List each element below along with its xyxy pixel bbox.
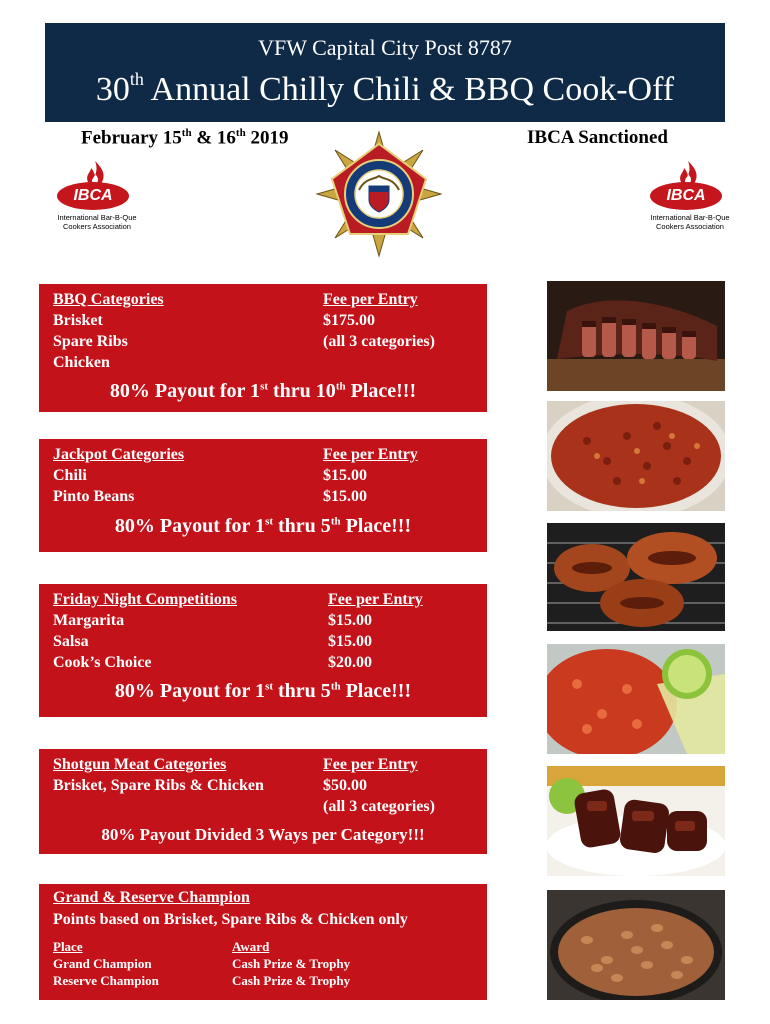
fee-item: $50.00	[323, 777, 367, 794]
ibca-caption	[640, 213, 740, 231]
ibca-caption	[47, 213, 147, 231]
award-header: Award	[232, 939, 270, 954]
date-mid: & 16	[191, 127, 236, 149]
fee-item: $20.00	[328, 654, 372, 671]
payout-text: 80% Payout for 1	[114, 515, 266, 537]
payout-text: Place!!!	[340, 515, 412, 537]
ibca-caption-line: International Bar-B-Que	[650, 213, 730, 222]
place-column	[53, 938, 159, 989]
place-item: Grand Champion	[53, 956, 152, 971]
header-banner	[45, 23, 725, 122]
org-name: VFW Capital City Post 8787	[258, 35, 512, 60]
award-item: Cash Prize & Trophy	[232, 973, 351, 988]
grand-reserve-champion-panel	[39, 884, 487, 1000]
fee-item: $15.00	[328, 633, 372, 650]
place-header: Place	[53, 939, 83, 954]
payout-sup: th	[330, 680, 341, 693]
ibca-caption-line: Cookers Association	[63, 222, 131, 231]
bbq-payout	[39, 380, 487, 403]
date-sup: th	[181, 127, 192, 139]
date-year: 2019	[245, 127, 289, 149]
sanctioned-label: IBCA Sanctioned	[527, 127, 668, 148]
payout-text: 80% Payout for 1	[114, 680, 266, 702]
payout-sup: st	[265, 680, 274, 693]
brisket-photo	[547, 281, 725, 391]
jackpot-fee-list	[323, 444, 418, 507]
category-item: Salsa	[53, 633, 89, 650]
friday-competitions-header: Friday Night Competitions	[53, 591, 237, 608]
ibca-caption-line: International Bar-B-Que	[57, 213, 137, 222]
date-prefix: February 15	[81, 127, 182, 149]
ibca-caption-line: Cookers Association	[656, 222, 724, 231]
jackpot-payout	[39, 515, 487, 538]
friday-competitions-panel	[39, 584, 487, 717]
title-ordinal: 30	[95, 71, 130, 108]
jackpot-categories-header: Jackpot Categories	[53, 446, 185, 463]
category-item: Brisket, Spare Ribs & Chicken	[53, 777, 264, 794]
category-item: Brisket	[53, 312, 103, 329]
event-title	[45, 71, 725, 109]
category-item: Chicken	[53, 354, 110, 371]
champion-header: Grand & Reserve Champion	[53, 889, 250, 906]
friday-payout	[39, 680, 487, 703]
title-ordinal-suffix: th	[129, 69, 144, 89]
fee-header: Fee per Entry	[323, 446, 418, 463]
chili-photo	[547, 401, 725, 511]
payout-text: thru 5	[273, 680, 331, 702]
category-item: Cook’s Choice	[53, 654, 152, 671]
payout-sup: th	[335, 380, 346, 393]
ibca-badge: IBCA	[650, 182, 722, 210]
payout-text: thru 10	[268, 380, 336, 402]
payout-text: 80% Payout for 1	[109, 380, 261, 402]
fee-header: Fee per Entry	[328, 591, 423, 608]
spare-ribs-photo	[547, 766, 725, 876]
friday-fee-list	[328, 589, 423, 673]
fee-item: $175.00	[323, 312, 375, 329]
fee-item: $15.00	[323, 467, 367, 484]
event-date	[81, 127, 288, 149]
place-item: Reserve Champion	[53, 973, 159, 988]
jackpot-categories-panel	[39, 439, 487, 552]
bbq-category-list	[53, 289, 164, 373]
category-item: Margarita	[53, 612, 125, 629]
fee-header: Fee per Entry	[323, 756, 418, 773]
award-item: Cash Prize & Trophy	[232, 956, 351, 971]
category-item: Spare Ribs	[53, 333, 128, 350]
category-item: Pinto Beans	[53, 488, 135, 505]
jackpot-category-list	[53, 444, 184, 507]
shotgun-category-list	[53, 754, 264, 796]
bbq-fee-list	[323, 289, 435, 352]
bbq-categories-header: BBQ Categories	[53, 291, 164, 308]
bbq-categories-panel	[39, 284, 487, 412]
fee-item: (all 3 categories)	[323, 333, 435, 350]
fee-item: $15.00	[328, 612, 372, 629]
shotgun-categories-header: Shotgun Meat Categories	[53, 756, 227, 773]
award-column	[232, 938, 350, 989]
payout-sup: st	[265, 515, 274, 528]
ibca-logo-right	[640, 160, 740, 230]
ibca-badge: IBCA	[57, 182, 129, 210]
title-text: Annual Chilly Chili & BBQ Cook-Off	[150, 71, 675, 108]
fee-header: Fee per Entry	[323, 291, 418, 308]
category-item: Chili	[53, 467, 87, 484]
payout-sup: st	[260, 380, 269, 393]
salsa-margarita-photo	[547, 644, 725, 754]
shotgun-fee-list	[323, 754, 435, 817]
payout-text: Place!!!	[340, 680, 412, 702]
grilled-chicken-photo	[547, 523, 725, 631]
ibca-logo-left	[47, 160, 147, 230]
shotgun-meat-panel	[39, 749, 487, 854]
pinto-beans-photo	[547, 890, 725, 1000]
fee-item: (all 3 categories)	[323, 798, 435, 815]
payout-text: Place!!!	[345, 380, 417, 402]
date-sup: th	[235, 127, 246, 139]
shotgun-payout: 80% Payout Divided 3 Ways per Category!!!	[101, 825, 425, 844]
payout-text: thru 5	[273, 515, 331, 537]
champion-subheader: Points based on Brisket, Spare Ribs & Chicken only	[53, 911, 408, 928]
friday-category-list	[53, 589, 237, 673]
fee-item: $15.00	[323, 488, 367, 505]
payout-sup: th	[330, 515, 341, 528]
vfw-emblem-icon	[316, 128, 442, 264]
